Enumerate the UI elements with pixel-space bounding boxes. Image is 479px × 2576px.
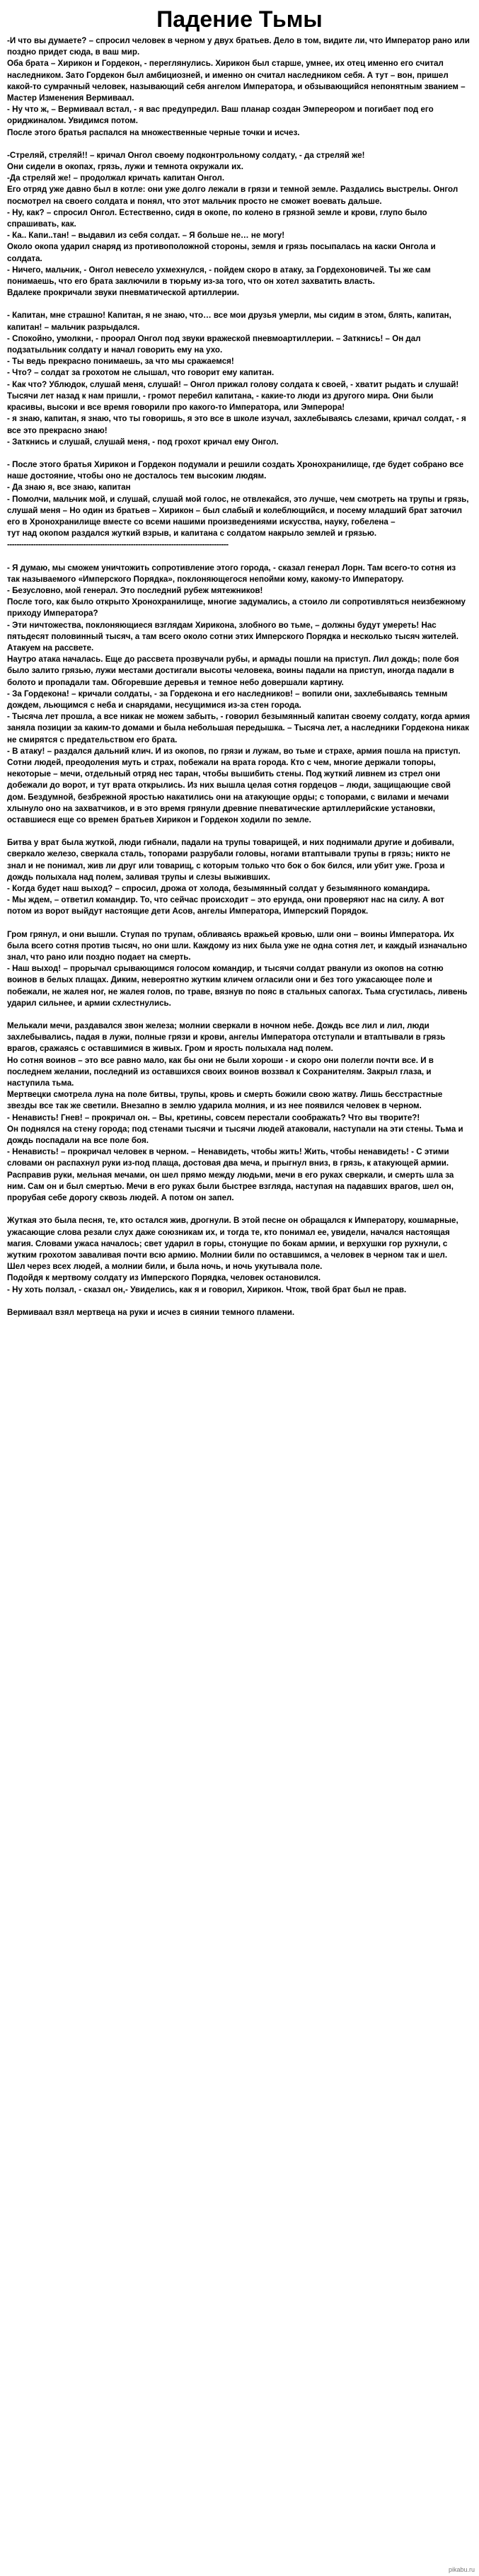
story-paragraph: - Ненависть! – прокричал человек в черном. – Ненавидеть, чтобы жить! Жить, чтобы ненавидеть! - С этими словами он распахнул руки из-под плаща, достовая два меча, и прыгнул вниз, в грязь, к атакующей армии. Расправив руки, мельная мечами, он шел прямо между людьми, мечи в его руках сверкали, и смерть шла за ним. Сам он и был смертью. Мечи в его руках были быстрее взгляда, наступая на падавших врагов, шел он, прорубая себе дорогу сквозь людей. А потом он запел.	[7, 1147, 454, 1203]
section-divider: ---------------------------------------------------------------------------------------------	[7, 540, 229, 550]
story-paragraph: - Ты ведь прекрасно понимаешь, за что мы сражаемся!	[7, 357, 234, 367]
story-paragraph: Они сидели в окопах, грязь, лужи и темнота окружали их.	[7, 162, 243, 172]
story-paragraph: - Мы ждем, – ответил командир. То, что сейчас происходит – это ерунда, они проверяют нас на силу. А вот потом из ворот выйдут настоящие дети Асов, ангелы Императора, Имперский Порядок.	[7, 895, 444, 916]
story-paragraph: - Наш выход! – прорычал срывающимся голосом командир, и тысячи солдат рванули из окопов на сотню воинов в белых плащах. Диким, невероятно жутким кличем огласили они и без того ужасающее поле и побежали, не жалея ног, не жалея голов, по траве, вязнув по пояс в стальных сапогах. Тьма сгустилась, ливень ударил сильнее, и армии схлестнулись.	[7, 964, 468, 1008]
story-paragraph: Мелькали мечи, раздавался звон железа; молнии сверкали в ночном небе. Дождь все лил и лил, люди захлебывались, падая в лужи, полные грязи и крови, ангелы Императора отступали и втаптывали в грязь врагов, сражаясь с оставшимися в живых. Гром и ярость полыхала над полем.	[7, 1021, 446, 1054]
story-paragraph: Но сотня воинов – это все равно мало, как бы они не были хороши - и скоро они полегли почти все. И в последнем желании, последний из оставшихся своих воинов воззвал к Сохранителям. Закрыл глаза, и наступила тьма.	[7, 1055, 434, 1088]
story-paragraph: - За Гордекона! – кричали солдаты, - за Гордекона и его наследников! – вопили они, захлебываясь темным дождем, льющимся с неба и снарядами, несущимися из-за стен города.	[7, 689, 448, 710]
story-paragraph: После этого братья распался на множественные черные точки и исчез.	[7, 127, 300, 137]
story-paragraph: Вермиваал взял мертвеца на руки и исчез в сиянии темного пламени.	[7, 1307, 295, 1317]
story-paragraph: Гром грянул, и они вышли. Ступая по трупам, обливаясь вражьей кровью, шли они – воины Императора. Их была всего сотня против тысяч, но они шли. Каждому из них была уже не одна сотня лет, и каждый изначально знал, что рано или поздно подает на смерть.	[7, 929, 468, 962]
story-paragraph: - Я думаю, мы сможем уничтожить сопротивление этого города, - сказал генерал Лорн. Там всего-то сотня из так называемого «Имперского Порядка», поклоняющегося непойми кому, какому-то Императору.	[7, 563, 456, 584]
paragraph-gap	[7, 448, 471, 459]
story-paragraph: - Эти ничтожества, поклоняющиеся взглядам Хирикона, злобного во тьме, – должны будут умереть! Нас пятьдесят половинный тысяч, а там всего около сотни этих Имперского Порядка и несколько тысяч жителей. Атакуем на рассвете.	[7, 620, 458, 652]
story-paragraph: -И что вы думаете? – спросил человек в черном у двух братьев. Дело в том, видите ли, что Император рано или поздно придет сюда, в ваш мир.	[7, 36, 470, 57]
story-paragraph: Шел через всех людей, а молнии били, и была ночь, и ночь укутывала поле.	[7, 1262, 323, 1272]
paragraph-gap	[7, 826, 471, 837]
story-paragraph: Жуткая это была песня, те, кто остался жив, дрогнули. В этой песне он обращался к Императору, кошмарные, ужасающие слова резали слух даже союзникам их, и тогда те, кто понимал ее, увидели, начался настоящая магия. Словами ужаса началось; свет ударил в горы, стонущие по бокам армии, и верхушки гор рухнули, с жутким грохотом заваливая почти всю армию. Молнии били по оставшимся, а человек в черном так и шел.	[7, 1216, 458, 1260]
story-paragraph: -Стреляй, стреляй!! – кричал Онгол своему подконтрольному солдату, - да стреляй же!	[7, 150, 365, 160]
story-paragraph: - Когда будет наш выход? – спросил, дрожа от холода, безымянный солдат у безымянного командира.	[7, 884, 430, 894]
story-paragraph: Он поднялся на стену города; под стенами тысячи и тысячи людей атаковали, наступали на эти стены. Тьма и дождь поспадали на все поле боя.	[7, 1124, 463, 1146]
story-paragraph: - Ненависть! Гнев! – прокричал он. – Вы, кретины, совсем перестали соображать? Что вы творите?!	[7, 1112, 420, 1122]
story-paragraph: Около окопа ударил снаряд из противоположной стороны, земля и грязь посыпалась на каски Онгола и солдата.	[7, 242, 436, 263]
paragraph-gap	[7, 1204, 471, 1215]
paragraph-gap	[7, 299, 471, 310]
story-paragraph: - Безусловно, мой генерал. Это последний рубеж мятежников!	[7, 585, 263, 595]
story-paragraph: - В атаку! – раздался дальний клич. И из окопов, по грязи и лужам, во тьме и страхе, армия пошла на приступ. Сотни людей, преодоления муть и страх, побежали на врата города. Кто с чем, многие держали топоры, некоторые – мечи, отдельный отряд нес таран, чтобы вышибить стены. Под жуткий ливнем из стрел они добежали до ворот, и тут врата открылись. Из них вышла целая сотня гордецов – люди, защищающие свой дом. Бездумной, безбрежной яростью накатились они на атакующие орды; с топорами, с вилами и мечами хлынуло оно на захватчиков, и в это время грянули древние пневатические артиллерийские установки, оставшиеся еще со времен братьев Хирикон и Гордекон ходили по земле.	[7, 746, 461, 824]
story-paragraph: - После этого братья Хирикон и Гордекон подумали и решили создать Хронохранилище, где будет собрано все наше достояние, чтобы оно не досталось тем высоким людям.	[7, 459, 464, 481]
story-paragraph: Вдалеке прокричали звуки пневматической артиллерии.	[7, 288, 240, 298]
paragraph-gap	[7, 139, 471, 150]
story-paragraph: - Да знаю я, все знаю, капитан	[7, 483, 131, 493]
story-paragraph: Подойдя к мертвому солдату из Имперского Порядка, человек остановился.	[7, 1273, 321, 1283]
story-paragraph: -Да стреляй же! – продолжал кричать капитан Онгол.	[7, 173, 225, 183]
paragraph-gap	[7, 1009, 471, 1020]
story-paragraph: - Тысяча лет прошла, а все никак не можем забыть, - говорил безымянный капитан своему солдату, когда армия заняла позиции за каким-то домами и была небольшая передышка. – Тысяча лет, а наследники Гордекона никак не смирятся с предательством его брата.	[7, 712, 471, 744]
story-paragraph: - Ну, как? – спросил Онгол. Естественно, сидя в окопе, по колено в грязной земле и крови, глупо было спрашивать, как.	[7, 207, 427, 229]
story-paragraph: Битва у врат была жуткой, люди гибнали, падали на трупы товарищей, и них поднимали другие и добивали, сверкало железо, сверкала сталь, топорами разрубали головы, ногами втаптывали трупы в грязь; никто не знал и не понимал, жив ли друг или товарищ, с которым только что бок о бок бился, или убит уже. Гроза и дождь полыхала над полем, заливая трупы и слезы выживших.	[7, 838, 454, 882]
paragraph-gap	[7, 1296, 471, 1307]
story-paragraph: - Спокойно, умолкни, - проорал Онгол под звуки вражеской пневмоартиллерии. – Заткнись! – Он дал подзатыльник солдату и начал говорить ему на ухо.	[7, 333, 421, 355]
story-paragraph: - Как что? Ублюдок, слушай меня, слушай! – Онгол прижал голову солдата к своей, - хватит рыдать и слушай!	[7, 379, 459, 389]
paragraph-gap	[7, 918, 471, 929]
story-paragraph: Наутро атака началась. Еще до рассвета прозвучали рубы, и армады пошли на приступ. Лил дождь; поле боя было залито грязью, лужи местами достигали высоты человека, воины падали на приступ, иногда падали в болото и пропадали там. Обгоревшие деревья и темное небо довершали картину.	[7, 655, 459, 687]
page-title: Падение Тьмы	[156, 6, 323, 32]
story-paragraph: - Ничего, мальчик, - Онгол невесело ухмехнулся, - пойдем скоро в атаку, за Гордехоновичей. Ты же сам понимаешь, что его брата заключили в тюрьму из-за того, что он хотел захватить власть.	[7, 265, 431, 287]
story-paragraph: Мертвецки смотрела луна на поле битвы, трупы, кровь и смерть божили свою жатву. Лишь бесстрастные звезды все так же светили. Внезапно в землю ударила молния, и из нее появился человек в черном.	[7, 1090, 443, 1111]
story-body	[0, 35, 479, 1318]
story-paragraph: - Ка.. Капи..тан! – выдавил из себя солдат. – Я больше не… не могу!	[7, 231, 285, 241]
story-paragraph: - Ну хоть ползал, - сказал он,- Увиделись, как я и говорил, Хирикон. Чтож, твой брат был не прав.	[7, 1284, 407, 1294]
story-paragraph: - Капитан, мне страшно! Капитан, я не знаю, что… все мои друзья умерли, мы сидим в этом, блять, капитан, капитан! – мальчик разрыдался.	[7, 311, 451, 332]
story-paragraph: - Что? – солдат за грохотом не слышал, что говорит ему капитан.	[7, 368, 275, 378]
story-paragraph: Оба брата – Хирикон и Гордекон, - переглянулись. Хирикон был старше, умнее, их отец именно его считал наследником. Зато Гордекон был амбициозней, и именно он считал наследником себя. А тут – вон, пришел какой-то сумрачный человек, называющий себя ангелом Императора, и обзывающийся непонятным званием – Мастер Изменения Вермиваал.	[7, 59, 466, 103]
paragraph-gap	[7, 551, 471, 563]
story-paragraph: - я знаю, капитан, я знаю, что ты говоришь, я это все в школе изучал, захлебываясь слезами, кричал солдат, - я все это прекрасно знаю!	[7, 414, 466, 435]
story-paragraph: Его отряд уже давно был в котле: они уже долго лежали в грязи и темной земле. Раздались выстрелы. Онгол посмотрел на своего солдата и понял, что этот мальчик просто не сможет воевать дальше.	[7, 185, 458, 206]
story-paragraph: - Заткнись и слушай, слушай меня, - под грохот кричал ему Онгол.	[7, 437, 279, 447]
story-paragraph: После того, как было открыто Хронохранилище, многие задумались, а стоило ли сопротивляться неизбежному приходу Императора?	[7, 597, 466, 619]
story-paragraph: Тысячи лет назад к нам пришли, - громот перебил капитана, - какие-то люди из другого мира. Они были красивы, высоки и все время говорили про какого-то Императора, или Эмперора!	[7, 391, 434, 413]
story-paragraph: - Помолчи, мальчик мой, и слушай, слушай мой голос, не отвлекайся, это лучше, чем смотреть на трупы и грязь, слушай меня – Но один из братьев – Хирикон – был слабый и колеблющийся, и посему младший брат заточил его в Хронохранилище вместе со всеми нашими произведениями искусства, науку, гобелена –	[7, 494, 469, 527]
story-paragraph: тут над окопом раздался жуткий взрыв, и капитана с солдатом накрыло землей и грязью.	[7, 529, 377, 539]
story-paragraph: - Ну что ж, – Вермиваал встал, - я вас предупредил. Ваш планар создан Эмпереором и погибает под его ориджиналом. Увидимся потом.	[7, 105, 434, 126]
site-watermark: pikabu.ru	[448, 2566, 475, 2573]
